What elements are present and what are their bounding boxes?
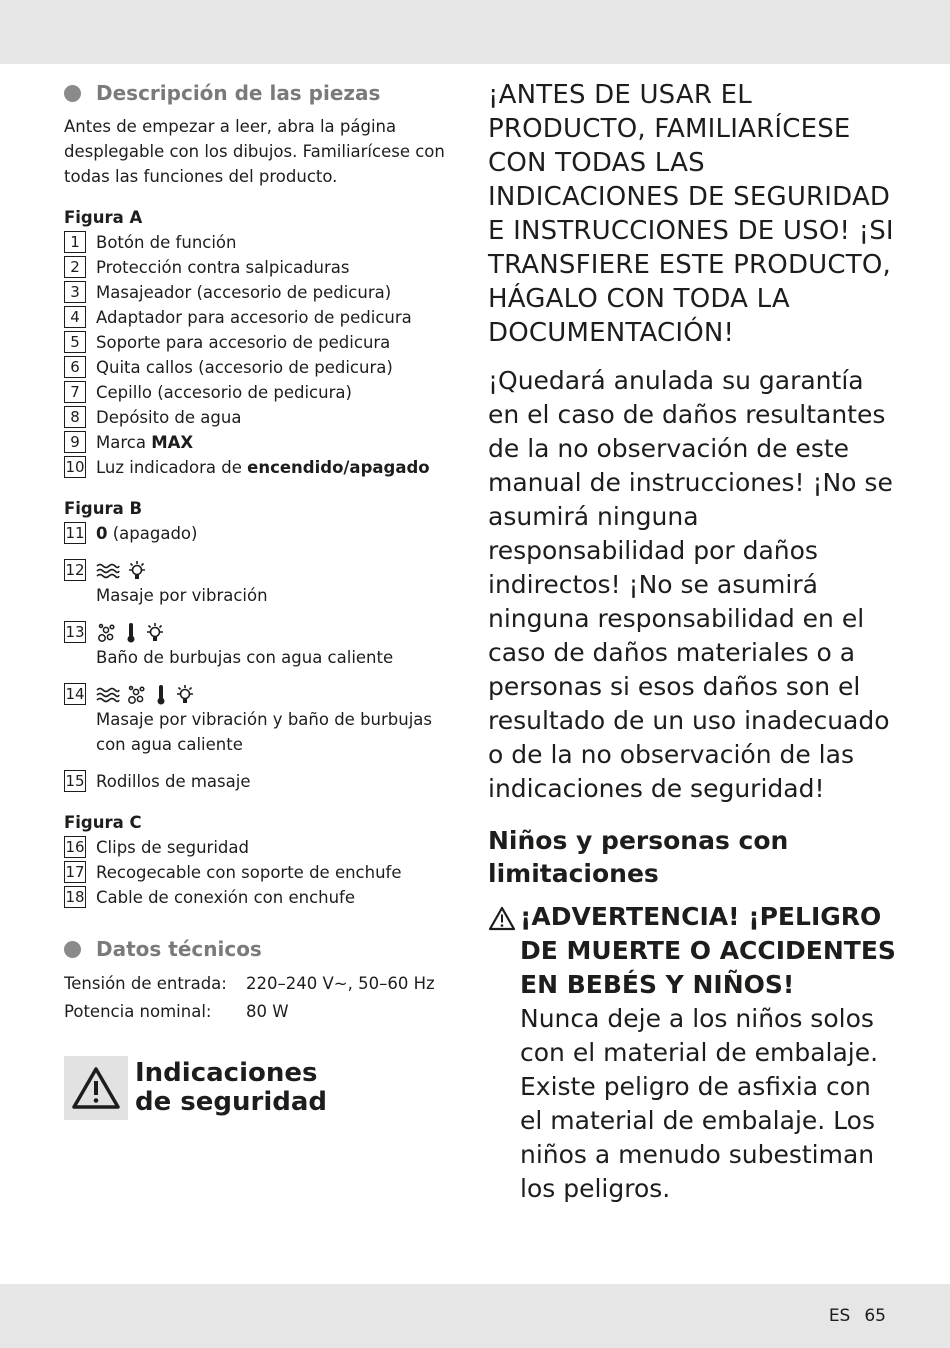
item-text: Rodillos de masaje (96, 772, 251, 791)
tech-key: Potencia nominal: (64, 1002, 212, 1021)
item-text: Soporte para accesorio de pedicura (96, 333, 391, 352)
item-text: Protección contra salpicaduras (96, 258, 350, 277)
item-description: Baño de burbujas con agua caliente (96, 648, 394, 667)
light-icon (144, 622, 166, 644)
vibration-icon (96, 686, 120, 704)
warning-body: Nunca deje a los niños solos con el material de embalaje. Existe peligro de asfixia con el material de embalaje. Los niños a menudo subestiman los peligros. (520, 1004, 879, 1203)
parts-heading (64, 78, 464, 108)
list-item (64, 860, 464, 885)
tech-value: 220–240 V∼, 50–60 Hz (246, 974, 435, 993)
parts-heading-text: Descripción de las piezas (96, 81, 381, 105)
light-icon (174, 684, 196, 706)
warning-triangle-icon (71, 1066, 121, 1110)
thermometer-icon (154, 684, 168, 706)
item-text: Luz indicadora de (96, 458, 248, 477)
list-item (64, 558, 464, 583)
list-item (64, 769, 464, 794)
safety-heading (64, 1056, 464, 1120)
figure-a-list (64, 230, 464, 480)
item-number: 12 (65, 561, 85, 579)
safety-title (135, 1059, 327, 1117)
item-number: 1 (64, 231, 86, 253)
item-number: 10 (65, 458, 85, 476)
bubbles-icon (126, 684, 148, 706)
mode-icons (96, 682, 202, 707)
tech-heading-text: Datos técnicos (96, 937, 262, 961)
item-number: 8 (64, 406, 86, 428)
thermometer-icon (124, 622, 138, 644)
list-item (64, 430, 464, 455)
page-footer (815, 1306, 886, 1326)
list-item (64, 230, 464, 255)
tech-row (64, 998, 464, 1026)
item-number: 9 (64, 431, 86, 453)
children-heading: Niños y personas con limitaciones (488, 826, 789, 888)
list-item (64, 355, 464, 380)
safety-title-line2: de seguridad (135, 1087, 328, 1117)
item-text: Adaptador para accesorio de pedicura (96, 308, 412, 327)
footer-band (0, 1284, 950, 1348)
item-number: 7 (64, 381, 86, 403)
warning-block (488, 900, 898, 1206)
list-item (64, 835, 464, 860)
item-bold: MAX (151, 433, 194, 452)
item-text: Cable de conexión con enchufe (96, 888, 356, 907)
bubbles-icon (96, 622, 118, 644)
item-number: 14 (65, 685, 85, 703)
header-band (0, 0, 950, 64)
item-text: Cepillo (accesorio de pedicura) (96, 383, 352, 402)
list-item (64, 305, 464, 330)
vibration-icon (96, 562, 120, 580)
item-text: (apagado) (107, 524, 198, 543)
figure-a-label: Figura A (64, 208, 143, 227)
list-item (64, 330, 464, 355)
figure-c-list (64, 835, 464, 910)
safety-title-line1: Indicaciones (135, 1058, 318, 1088)
item-number: 11 (65, 524, 85, 542)
tech-heading (64, 934, 464, 964)
item-text: Clips de seguridad (96, 838, 249, 857)
item-number: 2 (64, 256, 86, 278)
item-number: 15 (65, 772, 85, 790)
item-number: 4 (64, 306, 86, 328)
item-number: 3 (64, 281, 86, 303)
right-column (488, 78, 898, 1206)
item-number: 17 (65, 863, 85, 881)
item-number: 18 (65, 888, 85, 906)
bullet-dot-icon (64, 85, 81, 102)
warning-triangle-icon (488, 906, 516, 931)
parts-intro: Antes de empezar a leer, abra la página desplegable con los dibujos. Familiarícese con todas las funciones del producto. (64, 117, 445, 186)
list-item (64, 620, 464, 645)
mode-icons (96, 620, 172, 645)
list-item (64, 455, 464, 480)
light-icon (126, 560, 148, 582)
item-text: Botón de función (96, 233, 237, 252)
item-description: Masaje por vibración (96, 586, 268, 605)
list-item (64, 682, 464, 707)
caps-notice: ¡ANTES DE USAR EL PRODUCTO, FAMILIARÍCESE CON TODAS LAS INDICACIONES DE SEGURIDAD E INSTRUCCIONES DE USO! ¡SI TRANSFIERE ESTE PRODUCTO, HÁGALO CON TODA LA DOCUMENTACIÓN! (488, 80, 894, 348)
tech-value: 80 W (246, 1002, 289, 1021)
item-text: Depósito de agua (96, 408, 242, 427)
item-bold: 0 (96, 524, 108, 543)
list-item (64, 280, 464, 305)
item-text: Recogecable con soporte de enchufe (96, 863, 402, 882)
warning-title: ¡ADVERTENCIA! ¡PELIGRO DE MUERTE O ACCIDENTES EN BEBÉS Y NIÑOS! (520, 902, 896, 999)
item-description: Masaje por vibración y baño de burbujas con agua caliente (96, 710, 433, 754)
tech-row (64, 970, 464, 998)
figure-b-label: Figura B (64, 499, 143, 518)
left-column (64, 78, 464, 1120)
list-item (64, 885, 464, 910)
mode-icons (96, 558, 154, 583)
item-number: 5 (64, 331, 86, 353)
list-item (64, 380, 464, 405)
item-text: Quita callos (accesorio de pedicura) (96, 358, 393, 377)
item-bold: encendido/apagado (247, 458, 430, 477)
warranty-paragraph: ¡Quedará anulada su garantía en el caso de daños resultantes de la no observación de este manual de instrucciones! ¡No se asumirá ninguna responsabilidad por daños indirectos! ¡No se asumirá ninguna responsabilidad en el caso de daños materiales o a personas si esos daños son el resultado de un uso inadecuado o de la no observación de las indicaciones de seguridad! (488, 366, 893, 803)
list-item (64, 255, 464, 280)
list-item (64, 405, 464, 430)
page-number: 65 (864, 1306, 886, 1326)
item-text: Marca (96, 433, 152, 452)
item-number: 13 (65, 623, 85, 641)
bullet-dot-icon (64, 941, 81, 958)
item-number: 16 (65, 838, 85, 856)
safety-icon-box (64, 1056, 128, 1120)
figure-c-label: Figura C (64, 813, 142, 832)
item-number: 6 (64, 356, 86, 378)
footer-language: ES (828, 1306, 851, 1326)
item-text: Masajeador (accesorio de pedicura) (96, 283, 392, 302)
list-item (64, 521, 464, 546)
tech-key: Tensión de entrada: (64, 974, 227, 993)
